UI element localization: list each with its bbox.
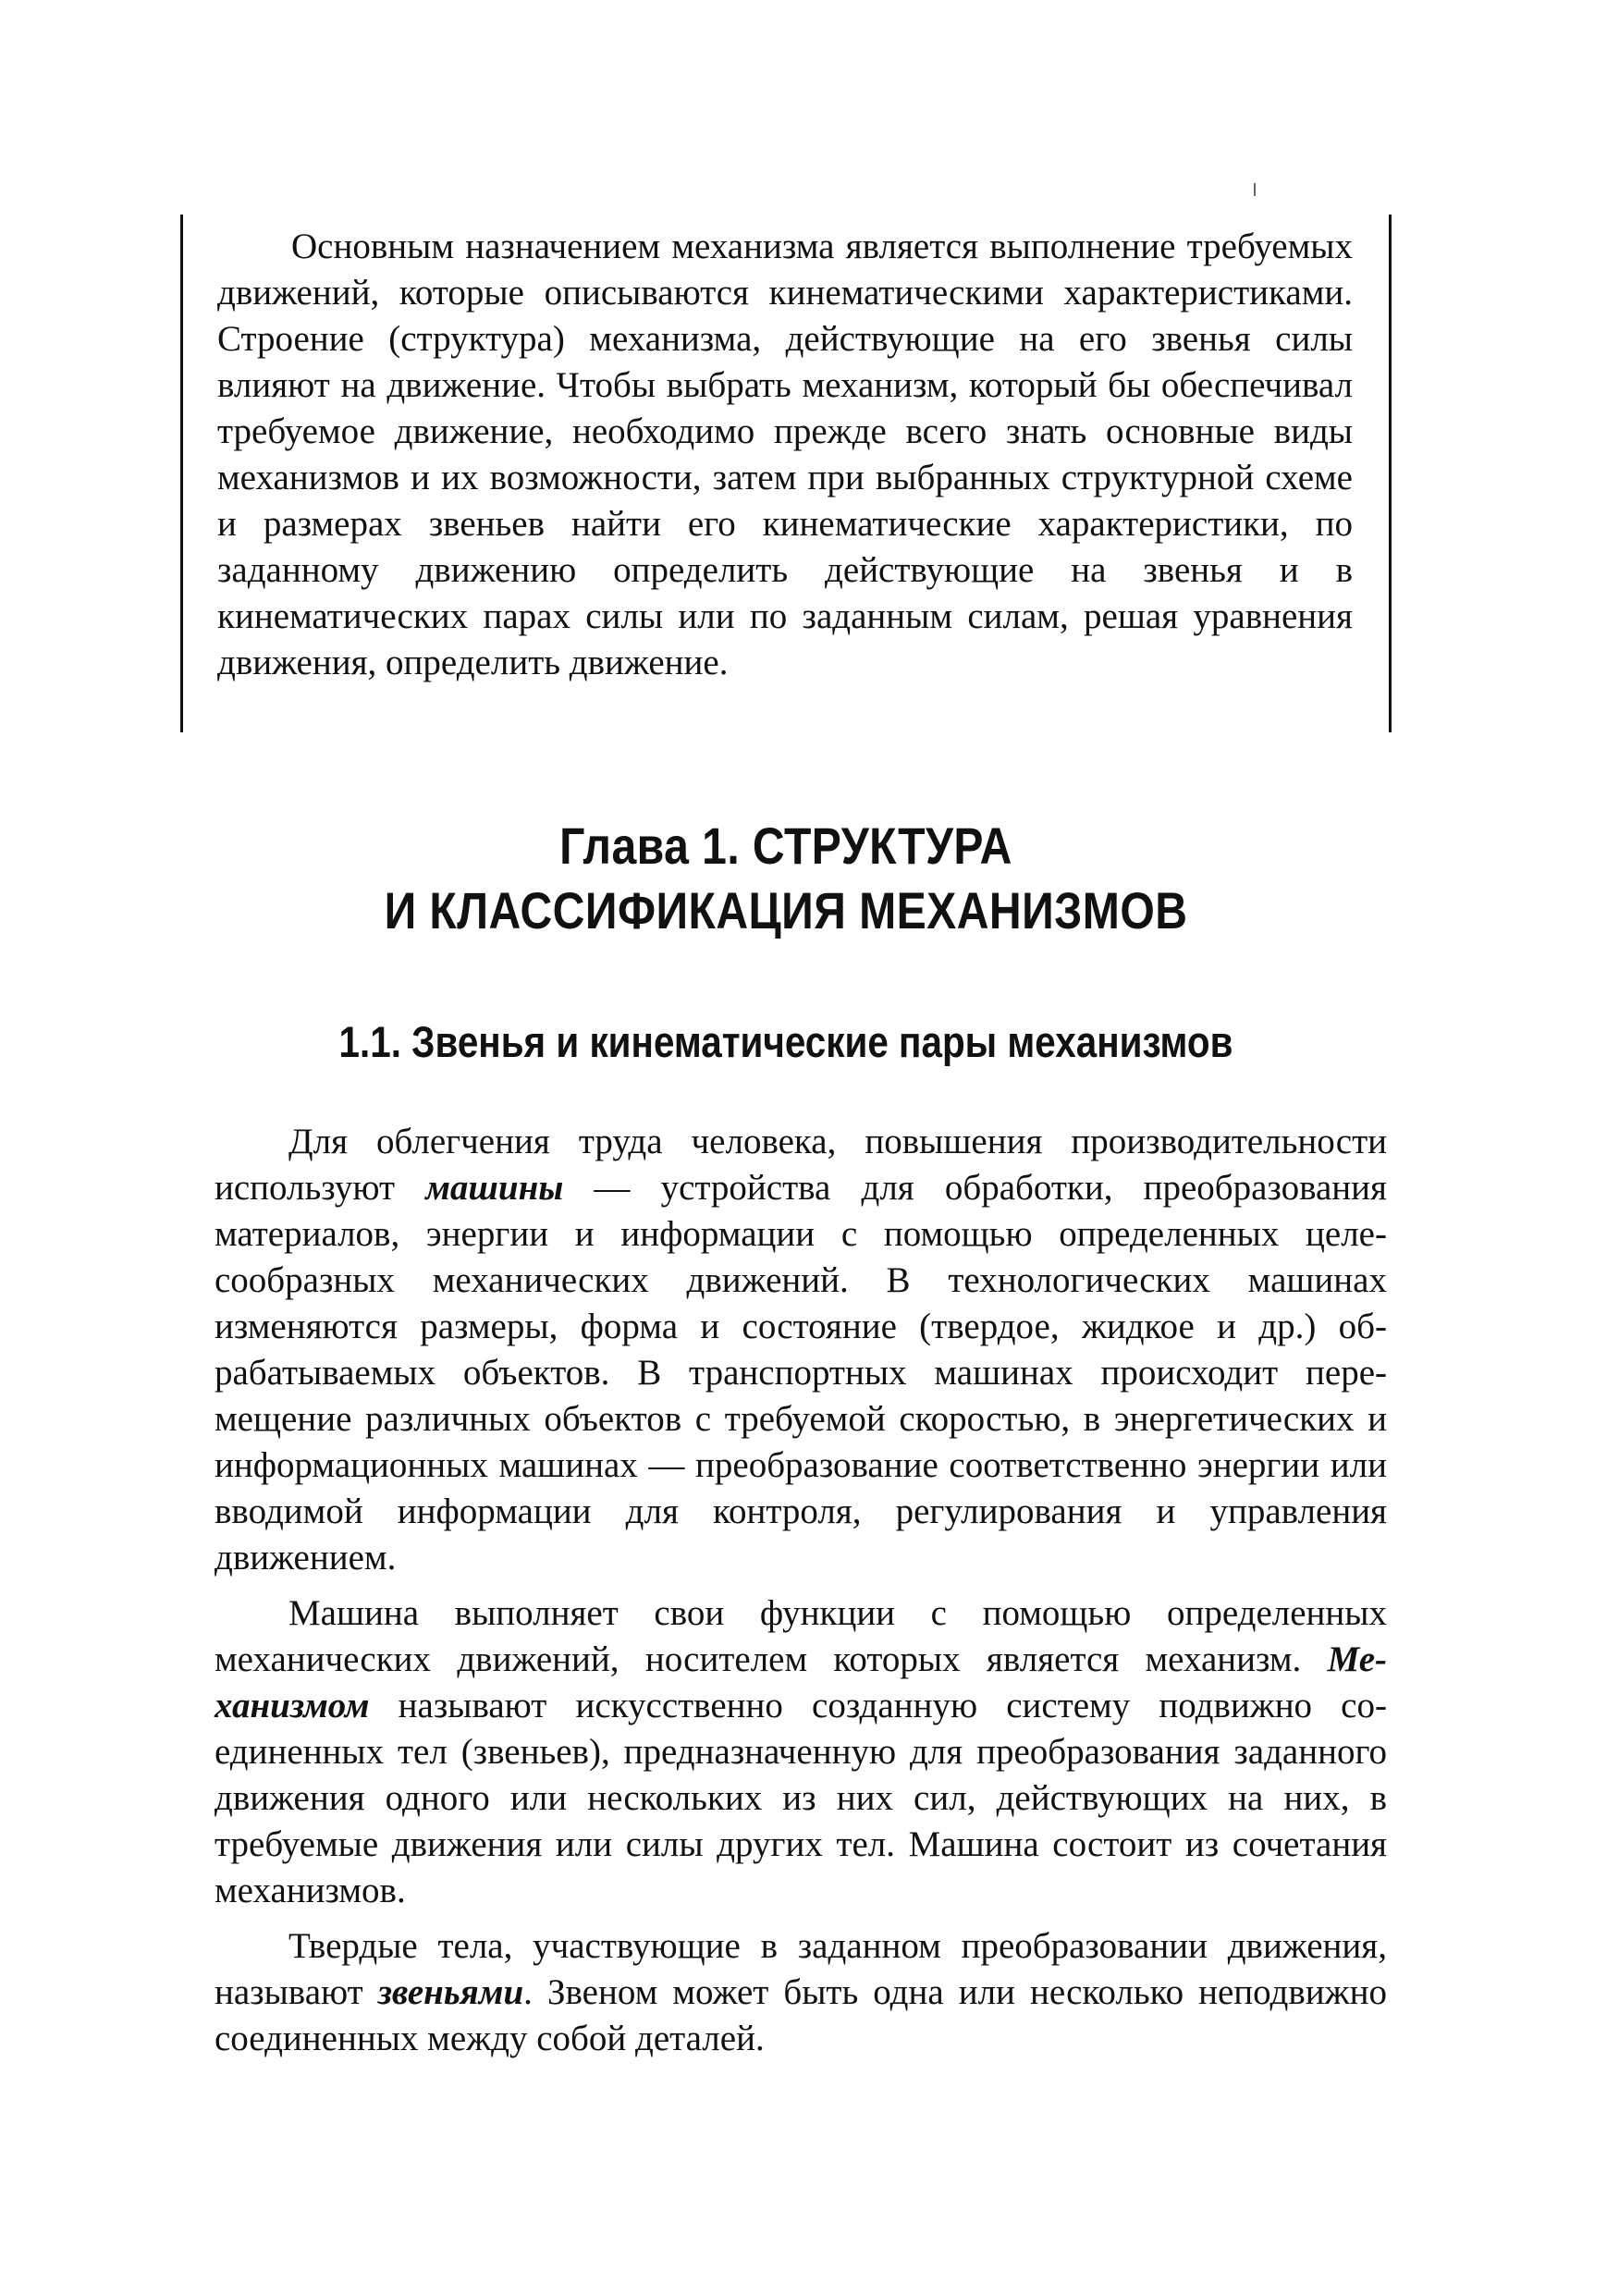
- chapter-title-line2: И КЛАССИФИКАЦИЯ МЕХАНИЗМОВ: [384, 881, 1188, 939]
- term-machines: машины: [425, 1168, 564, 1208]
- paragraph-mechanism: [215, 1590, 1387, 1914]
- paragraph-links: [215, 1923, 1387, 2062]
- intro-paragraph-container: [217, 224, 1353, 686]
- body-text: [215, 1119, 1387, 2062]
- paragraph-text: . Звеном может быть одна или несколько неподвижно соединенных между собой деталей.: [215, 1972, 1387, 2058]
- paragraph-machines: [215, 1119, 1387, 1581]
- paragraph-text: — устройства для обработки, преобразования материалов, энергии и информации с помощью определенных целесообразных механических движений. В технологических машинах изменяются размеры, форма и состояние (твердое, жидкое и др.) обрабатываемых объектов. В транспортных машинах происходит перемещение различных объектов с требуемой скоростью, в энергетических и информационных машинах — преобразование соответственно энергии или вводимой информации для контроля, регулирования и управления движением.: [215, 1168, 1387, 1578]
- paragraph-text: Для облегчения труда человека, повышения производительности используют: [215, 1122, 1387, 1208]
- intro-paragraph: Основным назначением механизма является выполнение требуемых движений, которые описываются кинематическими характеристиками. Строение (структура) механизма, действующие на его звенья силы влияют на движение. Чтобы выбрать механизм, который бы обеспечивал требуемое движение, необходимо прежде всего знать основные виды механизмов и их возможности, затем при выбранных структурной схеме и размерах звеньев найти его кинематические характеристики, по заданному движению определить действующие на звенья и в кинематических парах силы или по заданным силам, решая уравнения движения, определить движение.: [217, 227, 1353, 682]
- chapter-title: [269, 814, 1303, 943]
- scan-mark: [1254, 183, 1256, 196]
- section-title: 1.1. Звенья и кинематические пары механизмов: [338, 1017, 1233, 1066]
- term-mechanism: Механизмом: [215, 1639, 1387, 1725]
- paragraph-text: Твердые тела, участвующие в заданном преобразовании движения, называют: [215, 1926, 1387, 2012]
- intro-box: [180, 215, 1392, 732]
- paragraph-text: называют искусственно созданную систему подвижно соединенных тел (звеньев), предназначенную для преобразования заданного движения одного или нескольких из них сил, действующих на них, в требуемые движения или силы других тел. Машина состоит из сочетания механизмов.: [215, 1686, 1387, 1910]
- chapter-title-line1: Глава 1. СТРУКТУРА: [559, 816, 1012, 875]
- paragraph-text: Машина выполняет свои функции с помощью определенных механических движений, носителем которых является механизм.: [215, 1593, 1387, 1679]
- right-rule: [1389, 215, 1392, 732]
- left-rule: [180, 215, 183, 732]
- term-links: звеньями: [377, 1972, 524, 2012]
